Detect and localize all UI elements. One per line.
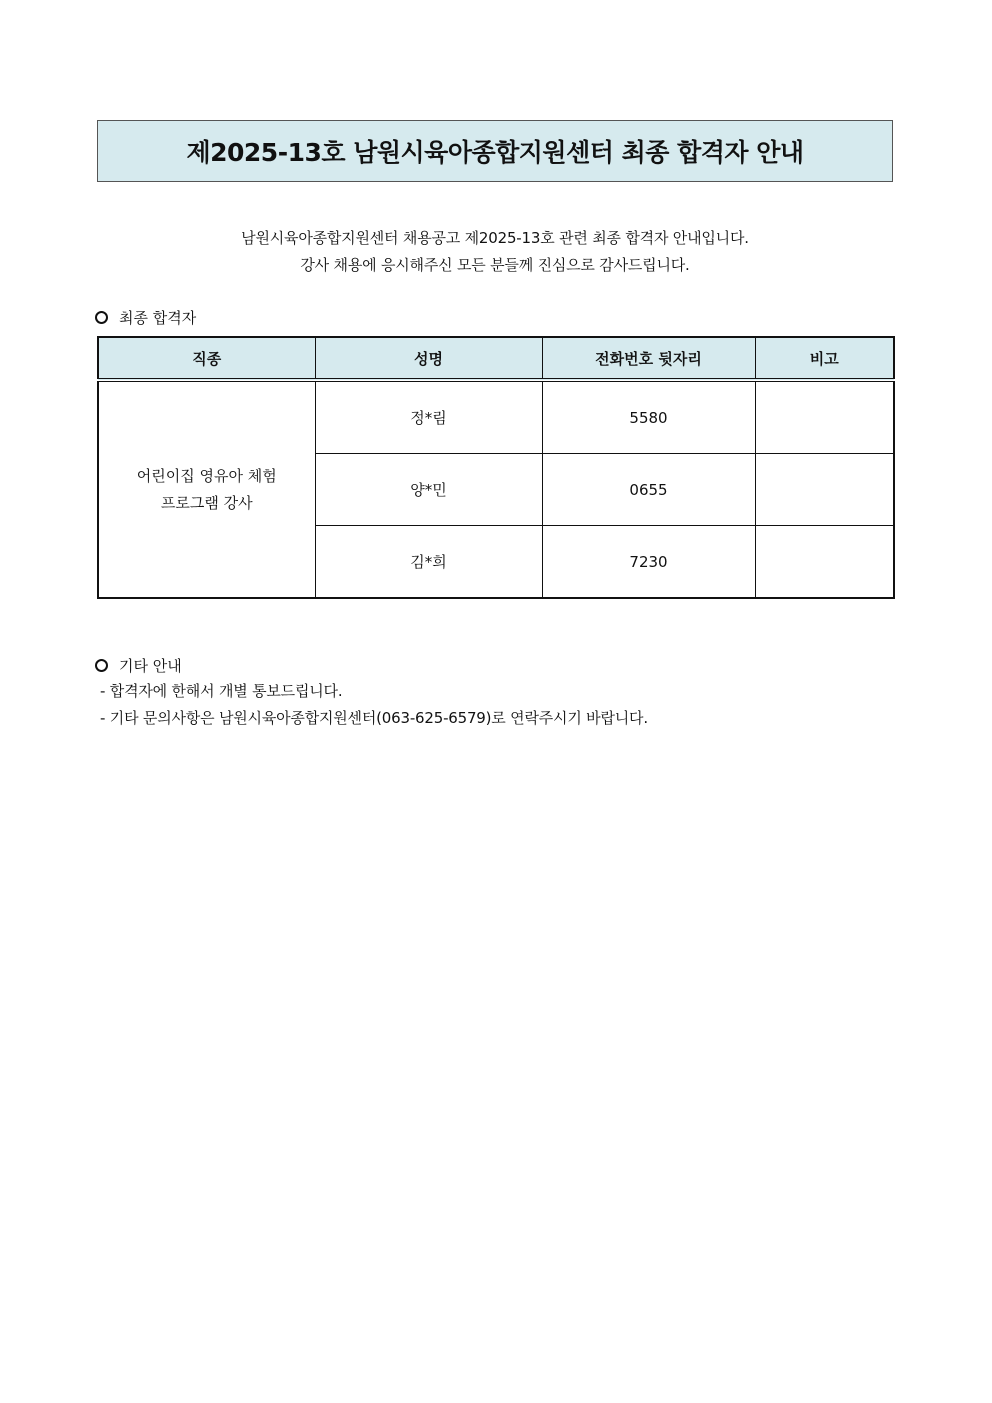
note-cell (755, 380, 894, 454)
note-cell (755, 454, 894, 526)
results-heading (95, 307, 196, 328)
table-row (98, 380, 894, 454)
other-heading (95, 655, 182, 676)
note-item: - 기타 문의사항은 남원시육아종합지원센터(063-625-6579)로 연락주시기 바랍니다. (100, 709, 648, 727)
name-cell: 김*희 (315, 526, 542, 599)
circle-bullet-icon (95, 311, 108, 324)
job-cell (98, 380, 315, 598)
table-header-row (98, 337, 894, 380)
header-phone: 전화번호 뒷자리 (542, 337, 755, 380)
circle-bullet-icon (95, 659, 108, 672)
results-table (97, 336, 895, 599)
intro-line-2: 강사 채용에 응시해주신 모든 분들께 진심으로 감사드립니다. (300, 256, 690, 274)
other-heading-label: 기타 안내 (119, 657, 182, 675)
phone-cell: 5580 (542, 380, 755, 454)
page-title: 제2025-13호 남원시육아종합지원센터 최종 합격자 안내 (186, 138, 804, 167)
note-cell (755, 526, 894, 599)
job-line-1: 어린이집 영유아 체험 (136, 466, 277, 485)
header-job: 직종 (98, 337, 315, 380)
title-box (97, 120, 893, 182)
name-cell: 양*민 (315, 454, 542, 526)
header-note: 비고 (755, 337, 894, 380)
other-notes (100, 678, 648, 732)
header-name: 성명 (315, 337, 542, 380)
phone-cell: 7230 (542, 526, 755, 599)
intro-line-1: 남원시육아종합지원센터 채용공고 제2025-13호 관련 최종 합격자 안내입니다. (241, 229, 749, 247)
results-heading-label: 최종 합격자 (119, 309, 197, 327)
name-cell: 정*림 (315, 380, 542, 454)
intro-text (97, 225, 893, 279)
note-item: - 합격자에 한해서 개별 통보드립니다. (100, 682, 343, 700)
phone-cell: 0655 (542, 454, 755, 526)
job-line-2: 프로그램 강사 (160, 493, 253, 512)
